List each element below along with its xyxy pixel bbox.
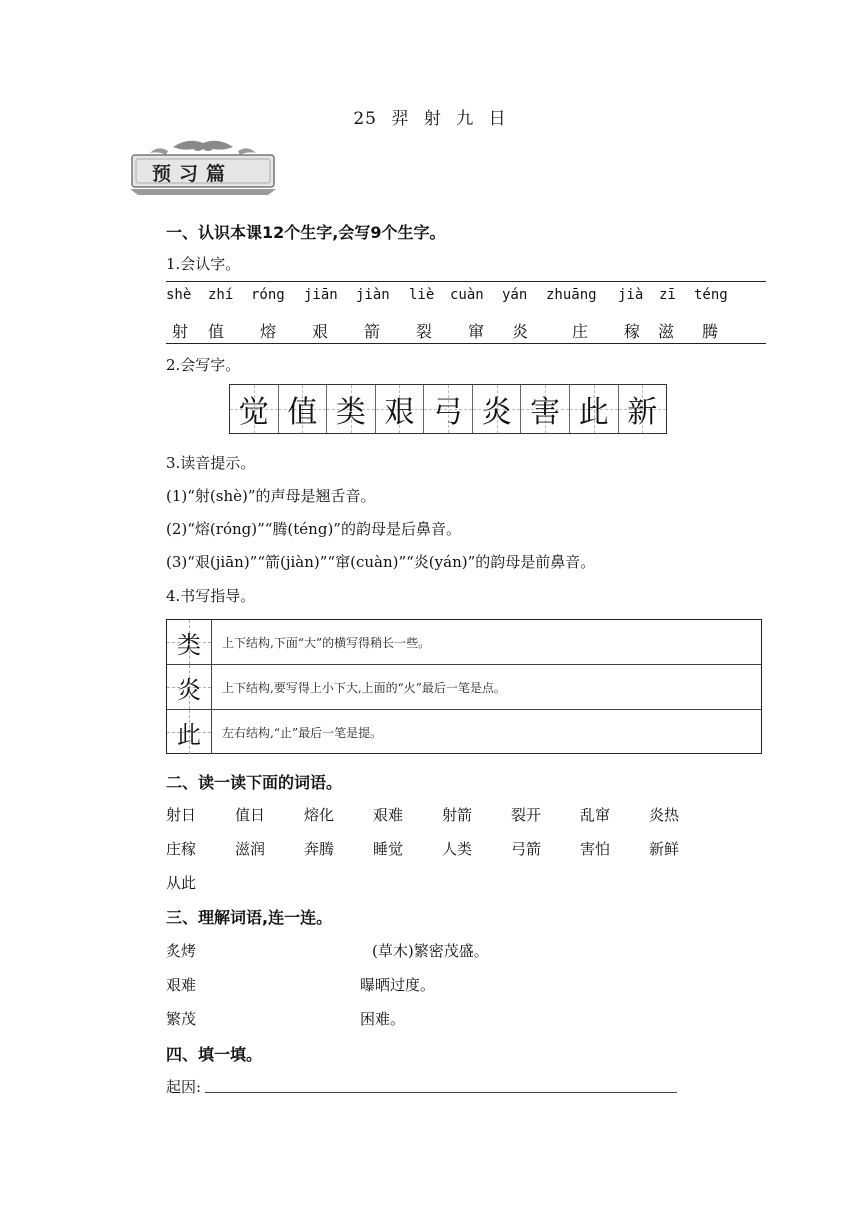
guide-row (167, 710, 761, 754)
hanzi: 窜 (468, 322, 485, 341)
word: 从此 (166, 874, 197, 892)
pinyin: zī (659, 287, 676, 303)
match-left-item: 艰难 (166, 976, 197, 994)
word: 射箭 (442, 806, 473, 824)
match-right-item: 曝晒过度。 (360, 976, 436, 994)
section4-heading: 四、填一填。 (166, 1045, 263, 1064)
guide-text: 上下结构,下面“大”的横写得稍长一些。 (222, 635, 431, 650)
grid-cell: 类 (327, 385, 376, 433)
hanzi: 熔 (260, 322, 277, 341)
sub-heading-guide: 4.书写指导。 (166, 587, 256, 605)
hanzi: 箭 (364, 322, 381, 341)
grid-cell: 值 (279, 385, 328, 433)
guide-row (167, 665, 761, 710)
divider (166, 281, 766, 282)
word: 庄稼 (166, 840, 197, 858)
match-right-item: (草木)繁密茂盛。 (372, 942, 489, 960)
hanzi: 艰 (312, 322, 329, 341)
grid-cell: 新 (619, 385, 667, 433)
sub-heading-pronunciation: 3.读音提示。 (166, 454, 256, 472)
match-right-item: 困难。 (360, 1010, 406, 1028)
word: 弓箭 (511, 840, 542, 858)
grid-cell: 弓 (424, 385, 473, 433)
hanzi: 炎 (512, 322, 529, 341)
guide-char: 类 (167, 620, 212, 664)
writing-guide-table (166, 619, 762, 754)
word: 害怕 (580, 840, 611, 858)
divider (166, 343, 766, 344)
preview-banner (128, 137, 278, 199)
word: 值日 (235, 806, 266, 824)
word-row (166, 838, 718, 859)
guide-text: 左右结构,“止”最后一笔是提。 (222, 725, 383, 740)
pinyin: cuàn (450, 287, 484, 303)
title-char: 九 (456, 109, 475, 129)
fill-blank-line[interactable] (205, 1092, 677, 1093)
pinyin: zhuāng (546, 287, 597, 303)
pinyin: téng (694, 287, 728, 303)
match-left-item: 繁茂 (166, 1010, 197, 1028)
pinyin: jiān (304, 287, 338, 303)
word: 炎热 (649, 806, 680, 824)
section1-heading: 一、认识本课12个生字,会写9个生字。 (166, 223, 446, 242)
word: 奔腾 (304, 840, 335, 858)
pinyin: shè (166, 287, 192, 303)
grid-cell: 炎 (473, 385, 522, 433)
word: 新鲜 (649, 840, 680, 858)
title-char: 射 (423, 109, 442, 129)
word: 人类 (442, 840, 473, 858)
sub-heading-write: 2.会写字。 (166, 356, 241, 374)
title-char: 日 (488, 109, 507, 129)
tip-line: (1)“射(shè)”的声母是翘舌音。 (166, 487, 376, 505)
pinyin: jiàn (356, 287, 390, 303)
pinyin: jià (618, 287, 644, 303)
word: 熔化 (304, 806, 335, 824)
word: 滋润 (235, 840, 266, 858)
fill-label: 起因: (166, 1078, 202, 1096)
hanzi: 裂 (416, 322, 433, 341)
pinyin: yán (502, 287, 528, 303)
hanzi: 庄 (572, 322, 589, 341)
match-left-item: 炙烤 (166, 942, 197, 960)
guide-char: 炎 (167, 665, 212, 709)
guide-char: 此 (167, 710, 212, 754)
guide-text: 上下结构,要写得上小下大,上面的“火”最后一笔是点。 (222, 680, 506, 695)
word: 艰难 (373, 806, 404, 824)
section2-heading: 二、读一读下面的词语。 (166, 773, 343, 792)
word: 裂开 (511, 806, 542, 824)
lesson-number: 25 (353, 109, 377, 129)
word: 睡觉 (373, 840, 404, 858)
writing-grid (229, 384, 667, 434)
page-title (0, 104, 860, 129)
guide-row (167, 620, 761, 665)
word: 射日 (166, 806, 197, 824)
grid-cell: 害 (521, 385, 570, 433)
hanzi: 稼 (624, 322, 641, 341)
word: 乱窜 (580, 806, 611, 824)
word-row (166, 872, 235, 893)
word-row (166, 804, 718, 825)
pinyin: zhí (208, 287, 234, 303)
grid-cell: 此 (570, 385, 619, 433)
hanzi: 腾 (702, 322, 719, 341)
grid-cell: 觉 (230, 385, 279, 433)
banner-label: 预习篇 (152, 163, 234, 185)
tip-line: (3)“艰(jiān)”“箭(jiàn)”“窜(cuàn)”“炎(yán)”的韵母是前鼻音。 (166, 553, 596, 571)
pinyin: liè (409, 287, 435, 303)
hanzi: 射 (172, 322, 189, 341)
section3-heading: 三、理解词语,连一连。 (166, 908, 333, 927)
sub-heading-recognize: 1.会认字。 (166, 255, 241, 273)
grid-cell: 艰 (376, 385, 425, 433)
title-char: 羿 (391, 109, 410, 129)
pinyin: róng (251, 287, 285, 303)
hanzi: 值 (208, 322, 225, 341)
tip-line: (2)“熔(róng)”“腾(téng)”的韵母是后鼻音。 (166, 520, 461, 538)
hanzi: 滋 (658, 322, 675, 341)
